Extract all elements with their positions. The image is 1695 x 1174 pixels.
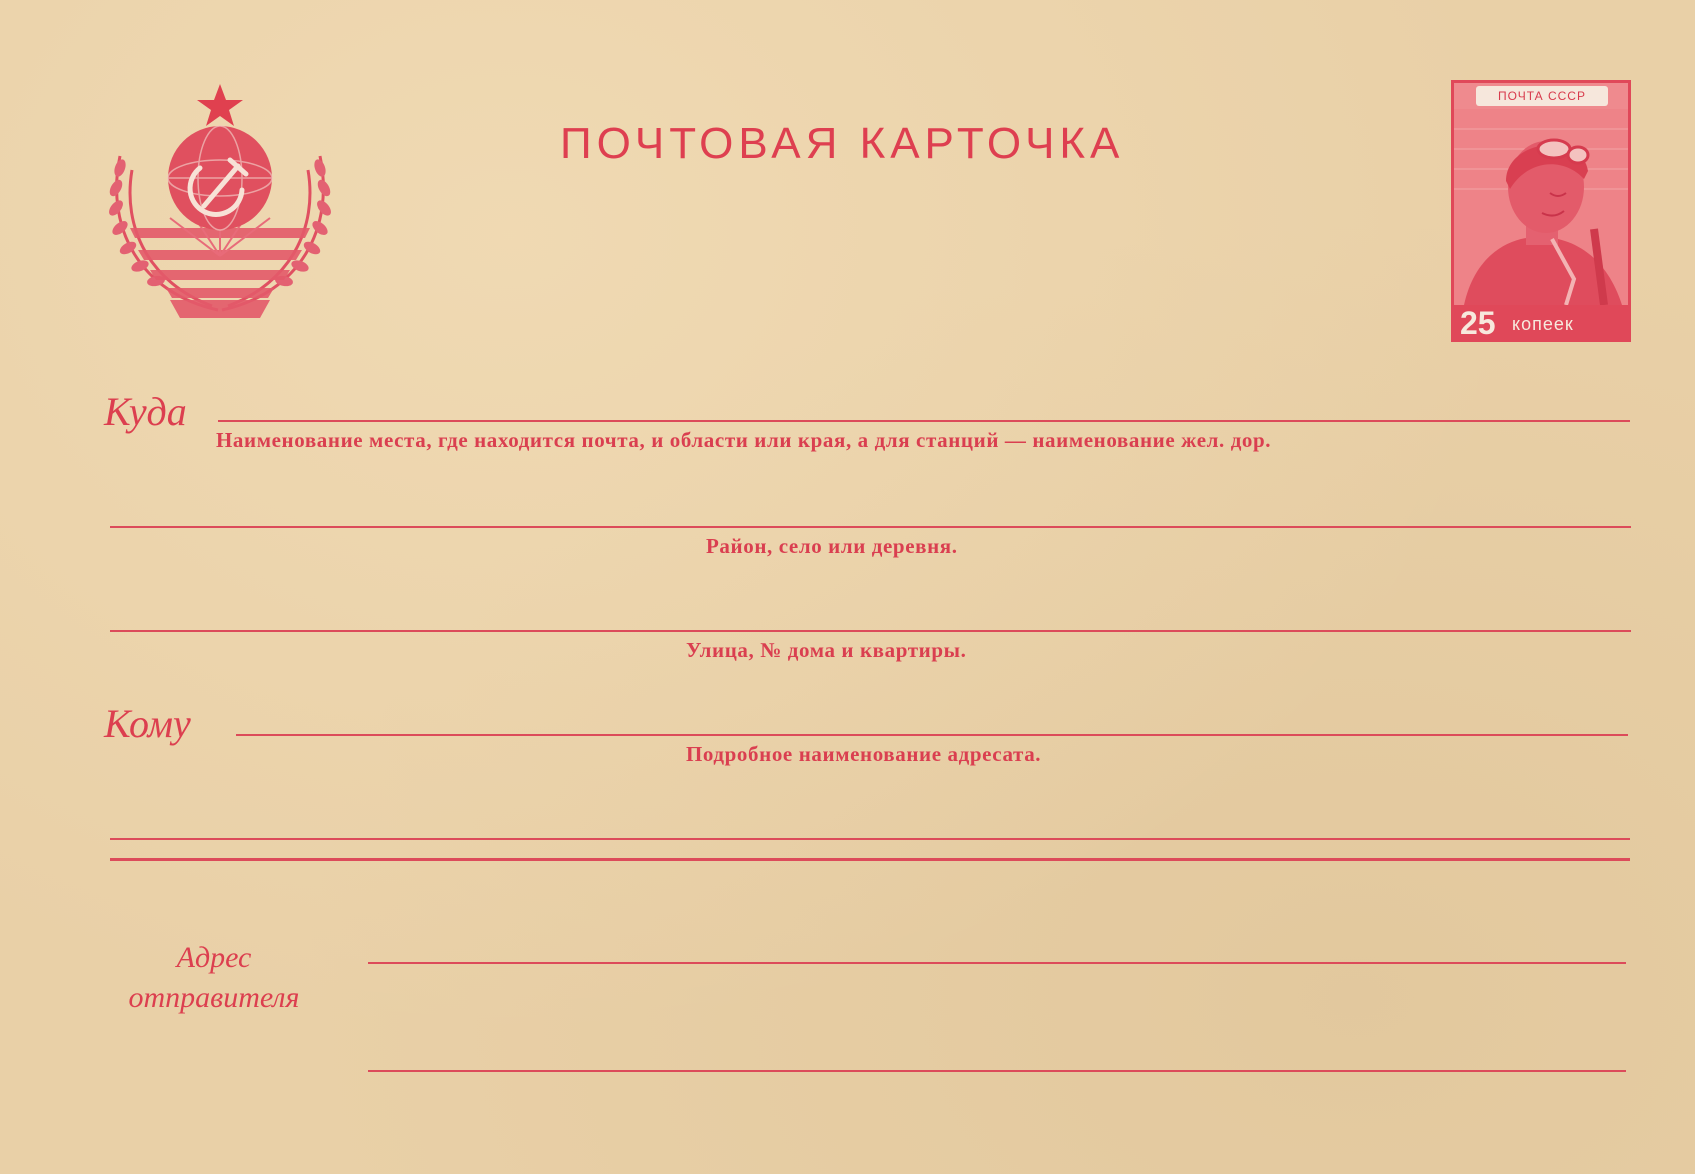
label-kuda: Куда	[104, 389, 187, 434]
card-title: ПОЧТОВАЯ КАРТОЧКА	[560, 119, 1125, 168]
ussr-coat-of-arms-icon	[100, 78, 340, 330]
stamp-currency-unit: копеек	[1512, 314, 1574, 334]
hint-rayon: Район, село или деревня.	[706, 534, 958, 558]
hint-kuda-main: Наименование места, где находится почта, и области или края, а для станций — наименование	[216, 428, 1176, 452]
separator-line	[110, 858, 1630, 861]
label-sender-line1: Адрес	[176, 941, 252, 974]
label-sender	[104, 938, 324, 1018]
aviator-portrait-icon	[1454, 109, 1628, 305]
label-sender-line2: отправителя	[128, 981, 300, 1014]
line-ulitsa[interactable]	[110, 630, 1631, 632]
line-komu-2[interactable]	[110, 838, 1630, 840]
label-komu: Кому	[104, 701, 191, 746]
hint-komu: Подробное наименование адресата.	[686, 742, 1042, 766]
stamp-country-label: ПОЧТА СССР	[1476, 86, 1608, 106]
line-sender-1[interactable]	[368, 962, 1626, 964]
line-sender-2[interactable]	[368, 1070, 1626, 1072]
line-kuda[interactable]	[218, 420, 1630, 422]
hint-kuda-bold: жел. дор.	[1181, 428, 1272, 452]
hint-kuda	[216, 430, 1271, 451]
line-komu[interactable]	[236, 734, 1628, 736]
line-rayon[interactable]	[110, 526, 1631, 528]
postage-stamp	[1451, 80, 1631, 342]
stamp-value: 25	[1460, 305, 1496, 341]
hint-ulitsa: Улица, № дома и квартиры.	[686, 638, 967, 662]
